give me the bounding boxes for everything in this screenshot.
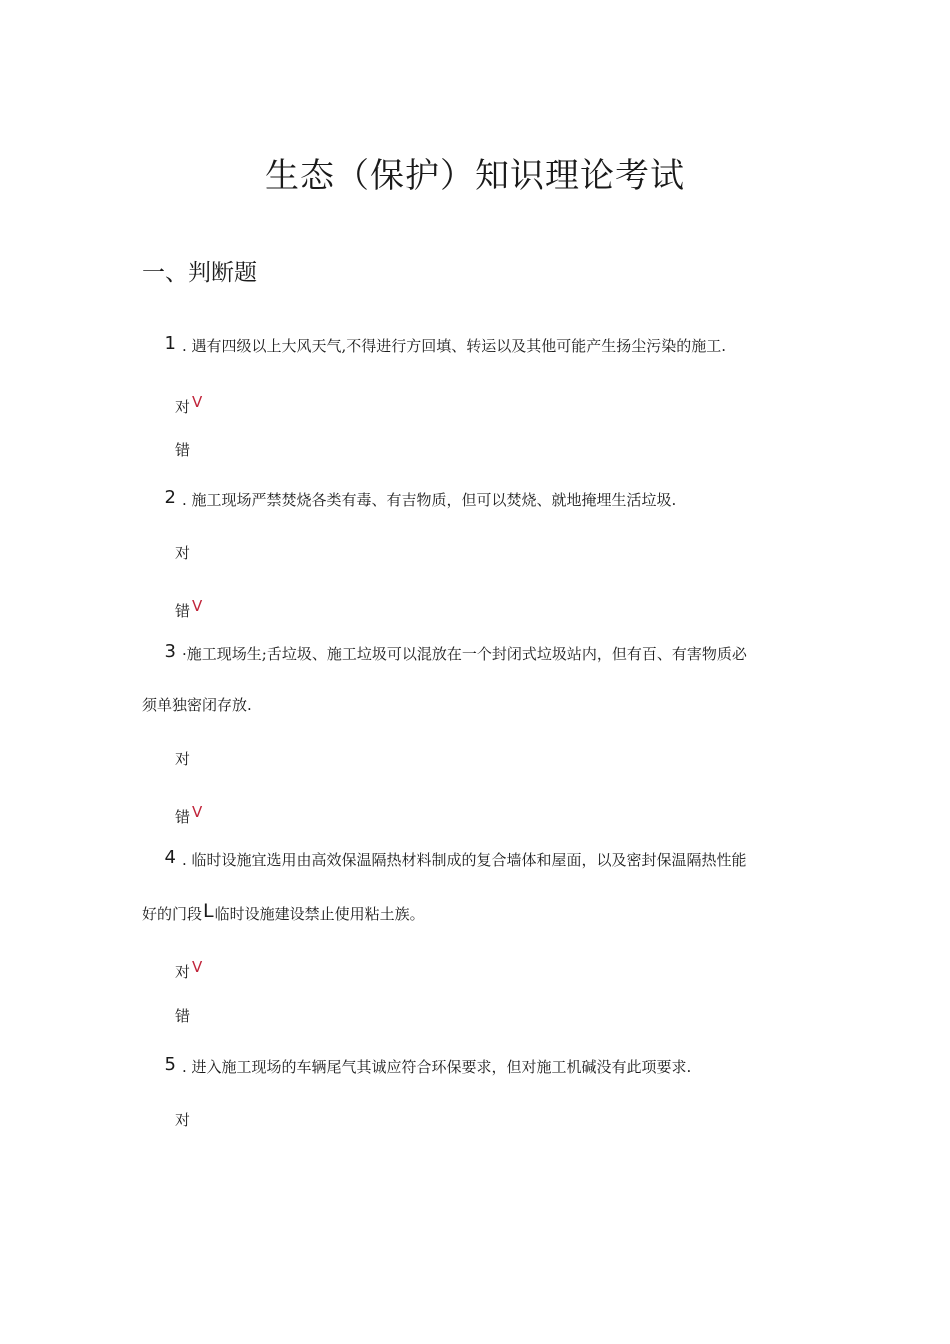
option-false — [175, 1005, 190, 1026]
option-label: 错 — [175, 808, 191, 826]
question-text: . 临时设施宜选用由高效保温隔热材料制成的复合墙体和屋面，以及密封保温隔热性能 — [182, 851, 747, 869]
option-label: 错 — [175, 602, 191, 620]
question-number: 5 — [164, 1054, 176, 1075]
option-label: 对 — [175, 750, 191, 768]
check-mark: V — [192, 597, 203, 615]
option-false — [175, 439, 190, 460]
option-label: 对 — [175, 1111, 191, 1129]
option-label: 错 — [175, 441, 191, 459]
option-label: 对 — [175, 963, 191, 981]
option-true — [175, 542, 190, 563]
option-true — [175, 1109, 190, 1130]
question-number: 1 — [164, 333, 176, 354]
option-label: 对 — [175, 544, 191, 562]
question-text-part: 好的门段 — [142, 905, 203, 923]
question-text-continued — [142, 900, 822, 924]
question-text: . 施工现场严禁焚烧各类有毒、有吉物质，但可以焚烧、就地掩埋生活垃圾. — [182, 491, 677, 509]
question-text-part: L — [203, 900, 214, 922]
question-3 — [142, 641, 822, 715]
question-text: . 遇有四级以上大风天气,不得进行方回填、转运以及其他可能产生扬尘污染的施工. — [182, 337, 727, 355]
section-heading: 一、判断题 — [142, 260, 257, 286]
question-4 — [142, 847, 822, 924]
check-mark: V — [192, 803, 203, 821]
question-number: 3 — [164, 641, 176, 662]
question-text-part: 临时设施建设禁止使用粘土族。 — [214, 905, 425, 923]
question-2 — [142, 487, 822, 510]
option-true — [175, 748, 190, 769]
question-number: 4 — [164, 847, 176, 868]
question-1 — [142, 333, 822, 356]
option-false — [175, 803, 202, 827]
option-label: 错 — [175, 1007, 191, 1025]
option-true — [175, 958, 202, 982]
page-title: 生态（保护）知识理论考试 — [265, 156, 685, 196]
question-text-continued: 须单独密闭存放. — [142, 696, 252, 714]
option-true — [175, 393, 202, 417]
check-mark: V — [192, 393, 203, 411]
option-false — [175, 597, 202, 621]
question-text: ·施工现场生;舌垃圾、施工垃圾可以混放在一个封闭式垃圾站内，但有百、有害物质必 — [182, 645, 747, 663]
option-label: 对 — [175, 398, 191, 416]
check-mark: V — [192, 958, 203, 976]
question-number: 2 — [164, 487, 176, 508]
question-text: . 进入施工现场的车辆尾气其诚应符合环保要求，但对施工机碱没有此项要求. — [182, 1058, 692, 1076]
question-5 — [142, 1054, 822, 1077]
